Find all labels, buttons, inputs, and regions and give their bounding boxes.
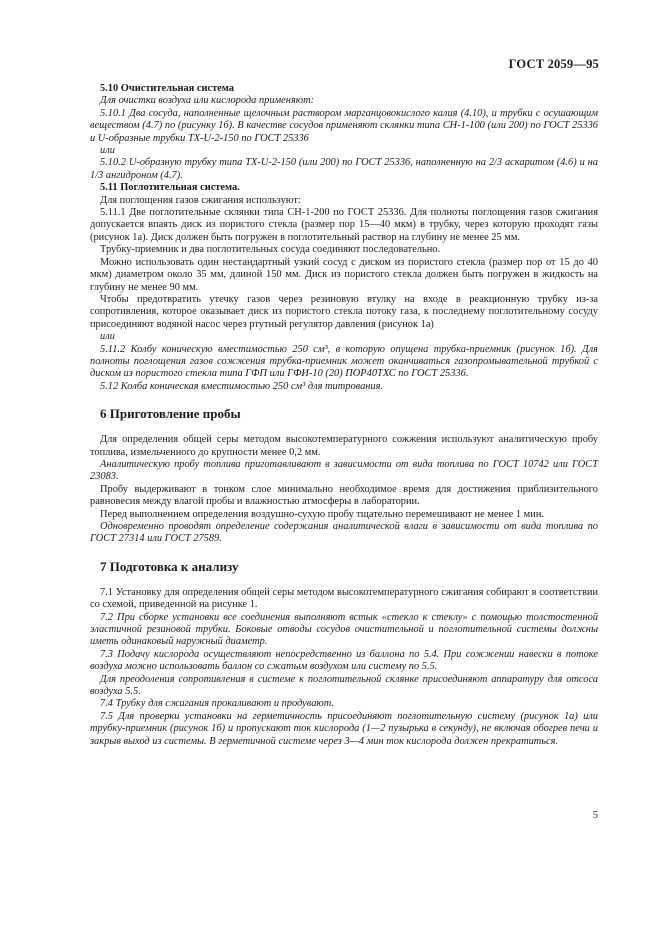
document-body [90,83,598,748]
doc-block-p12: 5.12 Колба коническая вместимостью 250 см³ для титрования. [100,380,384,392]
doc-block-p14: Аналитическую пробу топлива приготавливают в зависимости от вида топлива по ГОСТ 10742 или ГОСТ 23083. [90,458,598,483]
doc-block-p15: Пробу выдерживают в тонком слое минимально необходимое время для достижения приблизительного равновесия между влагой пробы и влажностью атмосферы в лаборатории. [90,483,598,508]
doc-block-p10: или [100,331,115,343]
doc-block-p19: 7.2 При сборке установки все соединения выполняют встык «стекло к стеклу» с помощью толстостенной эластичной резиновой трубки. Боковые отводы сосудов очистительной и поглотительной системы должны иметь одинаковый наружный диаметр. [90,611,598,648]
doc-block-p9: Чтобы предотвратить утечку газов через резиновую втулку на входе в реакционную трубку из-за сопротивления, которое оказывает диск из пористого стекла потоку газа, к последнему поглотительному сосуду присоединяют водяной насос через ртутный регулятор давления (рисунок 1а) [90,293,598,330]
doc-block-p11: 5.11.2 Колбу коническую вместимостью 250 см³, в которую опущена трубка-приемник (рисунок 1б). Для полноты поглощения газов сожжения трубка-приемник может оканчиваться газопромывательной трубкой с диском из пористого стекла типа ГФП или ГФИ-10 (20) ПОР40ТХС по ГОСТ 25336. [90,343,598,380]
doc-block-p2: 5.10.1 Два сосуда, наполненные щелочным раствором марганцовокислого калия (4.10), и трубки с осушающим веществом (4.7) по (рисунку 1б). В качестве сосудов применяют склянки типа СН-1-100 (или 200) по ГОСТ 25336 и U-образные трубки ТХ-U-2-150 по ГОСТ 25336 [90,107,598,144]
doc-block-p16: Перед выполнением определения воздушно-сухую пробу тщательно перемешивают не менее 1 мин. [100,508,544,520]
doc-block-p6: 5.11.1 Две поглотительные склянки типа СН-1-200 по ГОСТ 25336. Для полноты поглощения газов сжигания допускается впаять диск из пористого стекла (размер пор 15—40 мкм) в трубку, через которую проходят газы (рисунок 1а). Диск должен быть погружен в поглотительный раствор на глубину не менее 25 мм. [90,207,598,243]
document-header-id: ГОСТ 2059—95 [508,57,599,71]
doc-block-s7: 7 Подготовка к анализу [100,558,239,574]
doc-block-p8: Можно использовать один нестандартный узкий сосуд с диском из пористого стекла (размер пор от 15 до 40 мкм) диаметром около 35 мм, длиной 150 мм. Диск из пористого стекла должен быть погружен в жидкость на глубину не менее 90 мм. [90,256,598,293]
doc-block-p1: Для очистки воздуха или кислорода применяют: [100,95,315,107]
doc-block-p5: Для поглощения газов сжигания используют: [100,194,301,206]
doc-block-p13: Для определения общей серы методом высокотемпературного сожжения используют аналитическую пробу топлива, измельченного до крупности менее 0,2 мм. [90,434,598,458]
doc-block-h510: 5.10 Очистительная система [100,83,234,94]
doc-block-p18: 7.1 Установку для определения общей серы методом высокотемпературного сжигания собирают в соответствии со схемой, приведенной на рисунке 1. [90,586,598,611]
doc-block-p21: Для преодоления сопротивления в системе к поглотительной склянке присоединяют аппаратуру для отсоса воздуха 5.5. [90,673,598,698]
page-number: 5 [592,810,598,821]
doc-block-p17: Одновременно проводят определение содержания аналитической влаги в зависимости от вида топлива по ГОСТ 27314 или ГОСТ 27589. [90,521,598,545]
doc-block-p23: 7.5 Для проверки установки на герметичность присоединяют поглотительную систему (рисунок 1а) или трубку-приемник (рисунок 1б) и пропускают ток кислорода (1—2 пузырька в секунду), не включая обогрев печи и закрыв выход из системы. В герметичной системе через 3—4 мин ток кислорода должен прекратиться. [90,710,598,747]
doc-block-p4: 5.10.2 U-образную трубку типа ТХ-U-2-150 (или 200) по ГОСТ 25336, наполненную на 2/3 аскаритом (4.6) и на 1/3 ангидроном (4.7). [90,157,598,181]
doc-block-h511: 5.11 Поглотительная система. [100,182,240,194]
doc-block-p20: 7.3 Подачу кислорода осуществляют непосредственно из баллона по 5.4. При сожжении навески в потоке воздуха можно использовать баллон со сжатым воздухом или систему по 5.5. [90,648,598,673]
doc-block-s6: 6 Приготовление пробы [100,406,241,422]
doc-block-p7: Трубку-приемник и два поглотительных сосуда соединяют последовательно. [100,244,441,256]
doc-block-p22: 7.4 Трубку для сжигания прокаливают и продувают. [100,698,334,710]
doc-block-p3: или [100,145,115,157]
